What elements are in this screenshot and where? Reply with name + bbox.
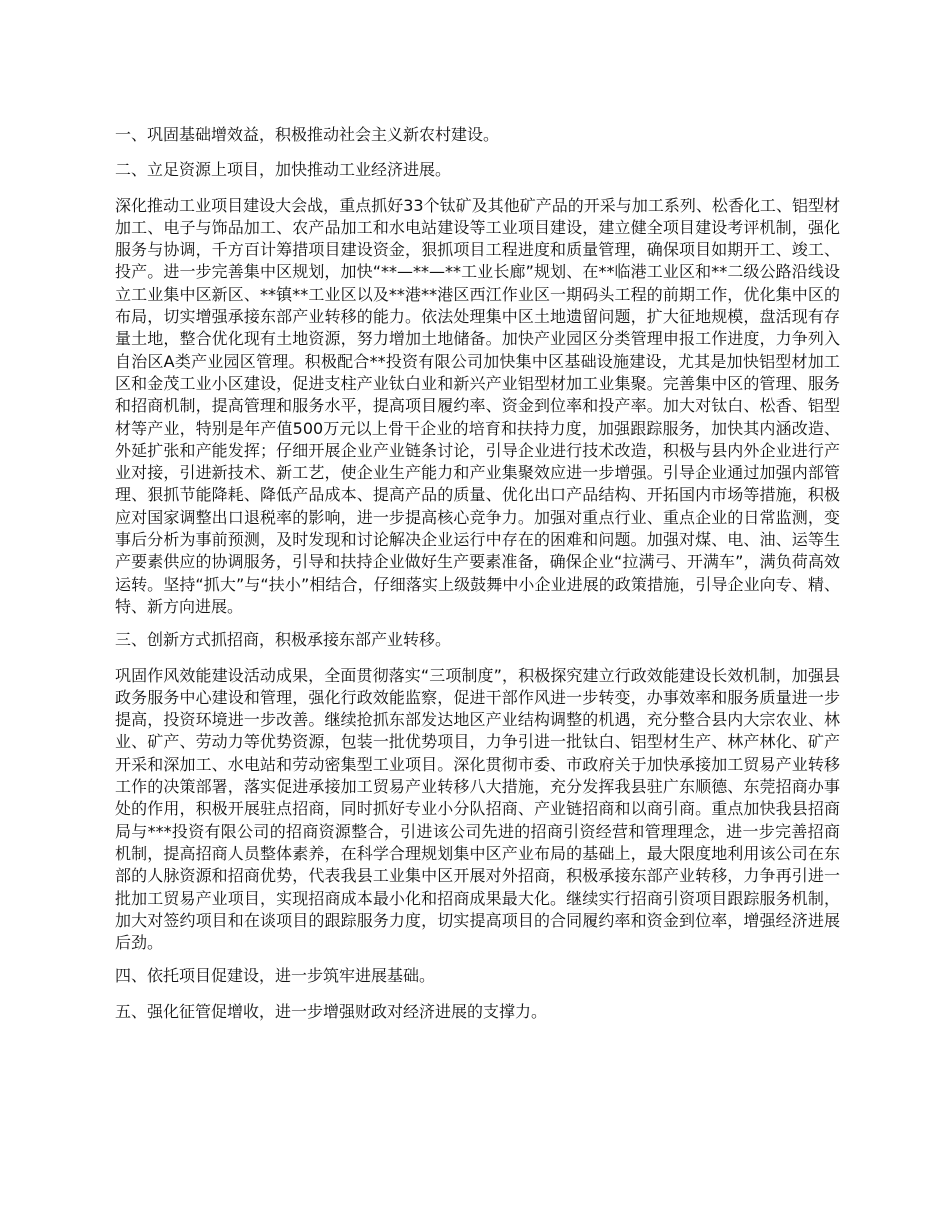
section-heading-3: 三、创新方式抓招商，积极承接东部产业转移。 [115, 630, 452, 650]
section-heading-1: 一、巩固基础增效益，积极推动社会主义新农村建设。 [115, 125, 500, 144]
document-body [115, 124, 840, 1036]
section-body-3: 巩固作风效能建设活动成果，全面贯彻落实“三项制度”，积极探究建立行政效能建设长效机制，加强县政务服务中心建设和管理，强化行政效能监察，促进干部作风进一步转变，办事效率和服务质量进一步提高，投资环境进一步改善。继续抢抓东部发达地区产业结构调整的机遇，充分整合县内大宗农业、林业、矿产、劳动力等优势资源，包装一批优势项目，力争引进一批钛白、铝型材生产、林产林化、矿产开采和深加工、水电站和劳动密集型工业项目。深化贯彻市委、市政府关于加快承接加工贸易产业转移工作的决策部署，落实促进承接加工贸易产业转移八大措施，充分发挥我县驻广东顺德、东莞招商办事处的作用，积极开展驻点招商，同时抓好专业小分队招商、产业链招商和以商引商。重点加快我县招商局与***投资有限公司的招商资源整合，引进该公司先进的招商引资经营和管理理念，进一步完善招商机制，提高招商人员整体素养，在科学合理规划集中区产业布局的基础上，最大限度地利用该公司在东部的人脉资源和招商优势，代表我县工业集中区开展对外招商，积极承接东部产业转移，力争再引进一批加工贸易产业项目，实现招商成本最小化和招商成果最大化。继续实行招商引资项目跟踪服务机制，加大对签约项目和在谈项目的跟踪服务力度，切实提高项目的合同履约率和资金到位率，增强经济进展后劲。 [115, 665, 840, 953]
section-heading-2: 二、立足资源上项目，加快推动工业经济进展。 [115, 160, 452, 180]
section-body-2: 深化推动工业项目建设大会战，重点抓好33个钛矿及其他矿产品的开采与加工系列、松香化工、铝型材加工、电子与饰品加工、农产品加工和水电站建设等工业项目建设，建立健全项目建设考评机制，强化服务与协调，千方百计筹措项目建设资金，狠抓项目工程进度和质量管理，确保项目如期开工、竣工、投产。进一步完善集中区规划，加快“**—**—**工业长廊”规划、在**临港工业区和**二级公路沿线设立工业集中区新区、**镇**工业区以及**港**港区西江作业区一期码头工程的前期工作，优化集中区的布局，切实增强承接东部产业转移的能力。依法处理集中区土地遗留问题，扩大征地规模，盘活现有存量土地，整合优化现有土地资源，努力增加土地储备。加快产业园区分类管理申报工作进度，力争列入自治区A类产业园区管理。积极配合**投资有限公司加快集中区基础设施建设，尤其是加快铝型材加工区和金茂工业小区建设，促进支柱产业钛白业和新兴产业铝型材加工业集聚。完善集中区的管理、服务和招商机制，提高管理和服务水平，提高项目履约率、资金到位率和投产率。加大对钛白、松香、铝型材等产业，特别是年产值500万元以上骨干企业的培育和扶持力度，加强跟踪服务，加快其内涵改造、外延扩张和产能发挥；仔细开展企业产业链条讨论，引导企业进行技术改造，积极与县内外企业进行产业对接，引进新技术、新工艺，使企业生产能力和产业集聚效应进一步增强。引导企业通过加强内部管理、狠抓节能降耗、降低产品成本、提高产品的质量、优化出口产品结构、开拓国内市场等措施，积极应对国家调整出口退税率的影响，进一步提高核心竞争力。加强对重点行业、重点企业的日常监测，变事后分析为事前预测，及时发现和讨论解决企业运行中存在的困难和问题。加强对煤、电、油、运等生产要素供应的协调服务，引导和扶持企业做好生产要素准备，确保企业“拉满弓、开满车”，满负荷高效运转。坚持“抓大”与“扶小”相结合，仔细落实上级鼓舞中小企业进展的政策措施，引导企业向专、精、特、新方向进展。 [115, 195, 840, 616]
section-heading-5: 五、强化征管促增收，进一步增强财政对经济进展的支撑力。 [115, 1001, 548, 1021]
section-heading-4: 四、依托项目促建设，进一步筑牢进展基础。 [115, 966, 436, 986]
